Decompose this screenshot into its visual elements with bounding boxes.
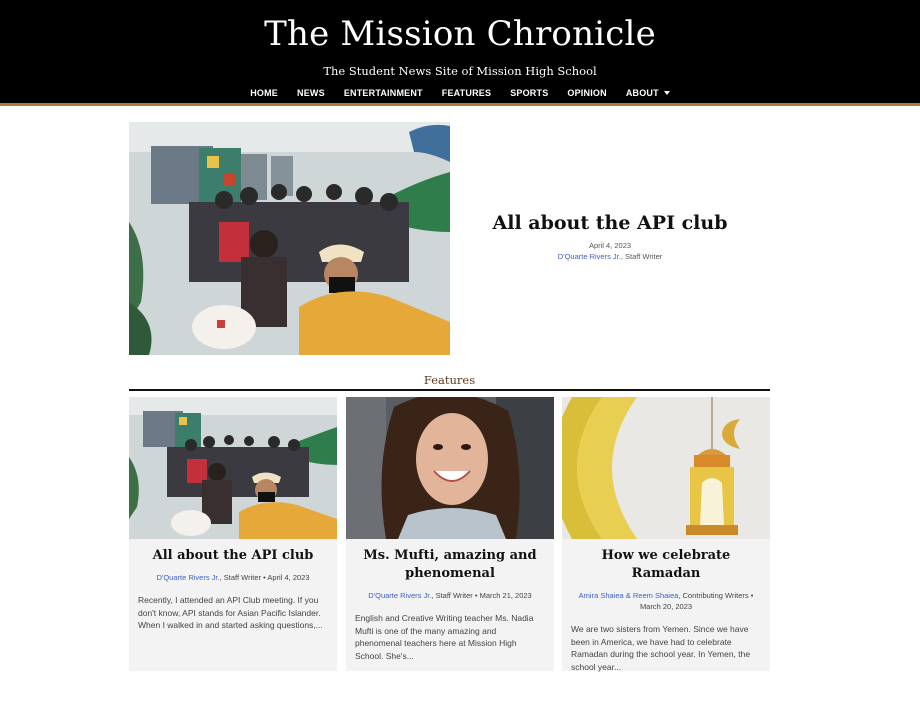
nav-sports[interactable]: SPORTS <box>510 88 549 98</box>
nav-features[interactable]: FEATURES <box>441 88 492 98</box>
lead-story-text <box>470 212 750 261</box>
nav-home[interactable]: HOME <box>250 88 278 98</box>
site-title[interactable]: The Mission Chronicle <box>264 14 656 54</box>
crescent-moon-lantern-image <box>562 397 770 539</box>
lead-story-byline <box>470 252 750 261</box>
features-section-label[interactable]: Features <box>423 373 476 387</box>
section-divider <box>129 389 770 391</box>
feature-card-byline <box>571 590 761 612</box>
feature-card-meta: , Staff Writer • April 4, 2023 <box>219 573 310 582</box>
feature-card-body <box>562 539 770 673</box>
feature-card-excerpt: English and Creative Writing teacher Ms. Nadia Mufti is one of the many amazing and phenomenal teachers here at Mission High School. She's... <box>355 613 534 661</box>
group-selfie-image <box>129 397 337 539</box>
group-selfie-image <box>129 122 450 355</box>
lead-story-photo[interactable] <box>129 122 450 355</box>
feature-card[interactable] <box>129 397 337 671</box>
feature-card-byline <box>355 590 545 601</box>
caret-down-icon <box>664 91 670 95</box>
nav-news[interactable]: NEWS <box>297 88 325 98</box>
nav-entertainment[interactable]: ENTERTAINMENT <box>343 88 423 98</box>
main-nav <box>0 88 920 98</box>
feature-card-headline[interactable]: Ms. Mufti, amazing and phenomenal <box>363 548 537 581</box>
feature-card-excerpt: We are two sisters from Yemen. Since we have been in America, we have had to celebrate Ramadan during the school year. In Yemen, the school year... <box>571 624 751 672</box>
feature-card-photo[interactable] <box>346 397 554 539</box>
nav-about-label: ABOUT <box>625 88 659 98</box>
feature-card-excerpt: Recently, I attended an API Club meeting. If you don't know, API stands for Asian Pacific Islander. When I walked in and started asking questions,... <box>138 595 323 630</box>
site-header <box>0 0 920 106</box>
feature-card-headline[interactable]: All about the API club <box>152 548 314 563</box>
lead-story-headline[interactable]: All about the API club <box>492 212 728 234</box>
feature-card-body <box>129 539 337 632</box>
lead-story-role: , Staff Writer <box>620 252 663 261</box>
feature-card-headline[interactable]: How we celebrate Ramadan <box>601 548 731 581</box>
feature-card-meta: , Staff Writer • March 21, 2023 <box>431 591 532 600</box>
feature-card-body <box>346 539 554 662</box>
feature-card[interactable] <box>562 397 770 671</box>
nav-about[interactable] <box>616 88 679 98</box>
feature-card-photo[interactable] <box>562 397 770 539</box>
nav-opinion[interactable]: OPINION <box>567 88 607 98</box>
site-tagline: The Student News Site of Mission High School <box>323 64 597 78</box>
feature-card-author-link[interactable]: Amira Shaiea & Reem Shaiea <box>578 591 679 600</box>
lead-story-author-link[interactable]: D'Quarte Rivers Jr. <box>557 252 621 261</box>
feature-card-author-link[interactable]: D'Quarte Rivers Jr. <box>156 573 220 582</box>
feature-card[interactable] <box>346 397 554 671</box>
lead-story-date: April 4, 2023 <box>588 241 632 250</box>
feature-card-photo[interactable] <box>129 397 337 539</box>
feature-card-meta: , Contributing Writers • March 20, 2023 <box>639 591 754 611</box>
teacher-portrait-image <box>346 397 554 539</box>
feature-card-byline <box>138 572 328 583</box>
feature-card-author-link[interactable]: D'Quarte Rivers Jr. <box>368 591 432 600</box>
